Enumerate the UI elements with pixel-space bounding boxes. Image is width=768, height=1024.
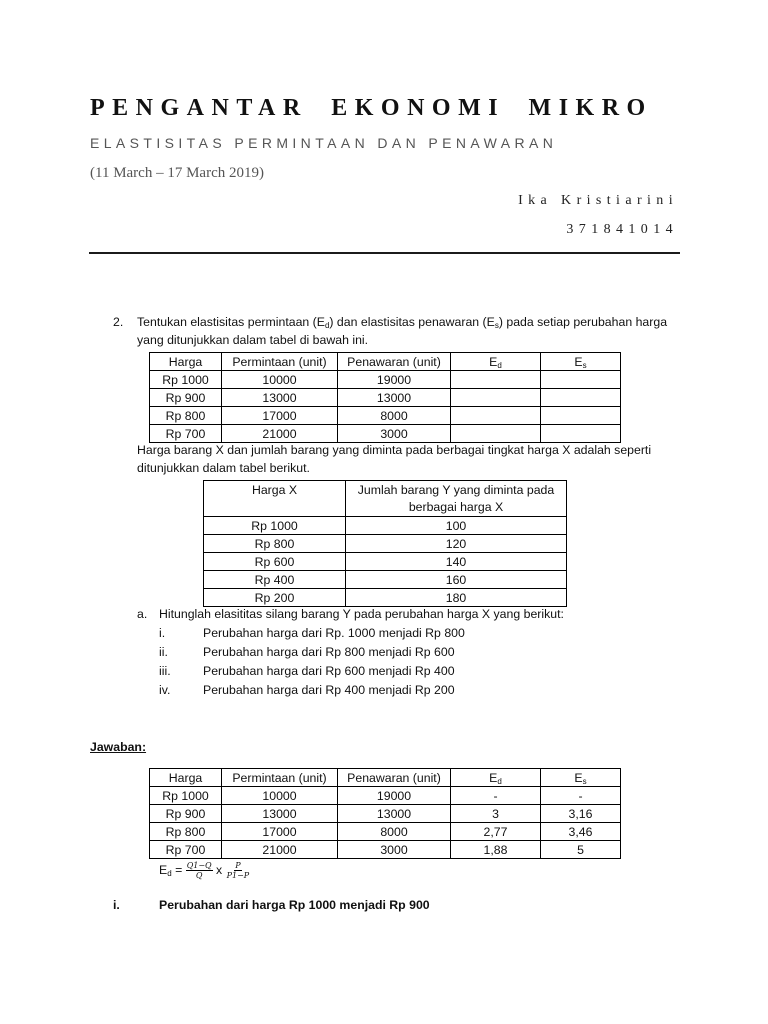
question-text-part: ) pada setiap perubahan harga xyxy=(498,315,668,329)
cell-harga: Rp 900 xyxy=(150,805,222,823)
cell-permintaan: 21000 xyxy=(222,425,338,443)
cell-ed xyxy=(451,407,541,425)
header-penawaran: Penawaran (unit) xyxy=(338,353,451,371)
subscript-s: s xyxy=(494,321,499,330)
cell-penawaran: 8000 xyxy=(338,407,451,425)
header-ed-sub: d xyxy=(497,776,502,786)
table-row xyxy=(204,517,567,535)
cell-penawaran: 3000 xyxy=(338,841,451,859)
table-header-row xyxy=(150,353,621,371)
part-a-label: a. xyxy=(137,607,148,621)
cell-harga-x: Rp 400 xyxy=(204,571,346,589)
list-item-number: iv. xyxy=(159,683,171,697)
cell-es xyxy=(541,425,621,443)
cell-harga-x: Rp 800 xyxy=(204,535,346,553)
table-row xyxy=(150,787,621,805)
cell-permintaan: 10000 xyxy=(222,787,338,805)
subscript-d: d xyxy=(324,321,330,330)
cell-penawaran: 3000 xyxy=(338,425,451,443)
cell-es xyxy=(541,371,621,389)
author-name: Ika Kristiarini xyxy=(518,193,678,208)
cell-jumlah-y: 100 xyxy=(346,517,567,535)
document-subtitle: ELASTISITAS PERMINTAAN DAN PENAWARAN xyxy=(90,135,558,151)
list-item-number: iii. xyxy=(159,664,171,678)
list-item: Perubahan harga dari Rp 400 menjadi Rp 200 xyxy=(203,683,455,697)
table-row xyxy=(150,841,621,859)
header-harga-x: Harga X xyxy=(204,481,346,517)
table-row xyxy=(150,805,621,823)
header-es xyxy=(541,353,621,371)
part-a-text: Hitunglah elasititas silang barang Y pada perubahan harga X yang berikut: xyxy=(159,607,564,621)
table-row xyxy=(204,535,567,553)
question-text-part: Tentukan elastisitas permintaan (E xyxy=(137,315,325,329)
cell-es xyxy=(541,389,621,407)
list-item: Perubahan harga dari Rp 600 menjadi Rp 400 xyxy=(203,664,455,678)
cross-table xyxy=(203,480,567,607)
header-ed-label: E xyxy=(489,770,498,785)
header-ed xyxy=(451,769,541,787)
header-es-sub: s xyxy=(582,776,587,786)
cell-es: 5 xyxy=(541,841,621,859)
header-es xyxy=(541,769,621,787)
cell-jumlah-y: 160 xyxy=(346,571,567,589)
cell-es: 3,16 xyxy=(541,805,621,823)
cell-harga: Rp 1000 xyxy=(150,371,222,389)
fraction-numerator: Q1−Q xyxy=(186,861,212,871)
cell-harga: Rp 800 xyxy=(150,407,222,425)
cell-es xyxy=(541,407,621,425)
cell-permintaan: 21000 xyxy=(222,841,338,859)
list-item-number: i. xyxy=(159,626,166,640)
header-harga: Harga xyxy=(150,353,222,371)
table-row xyxy=(150,425,621,443)
header-divider xyxy=(89,252,680,254)
header-penawaran: Penawaran (unit) xyxy=(338,769,451,787)
cell-jumlah-y: 180 xyxy=(346,589,567,607)
header-ed xyxy=(451,353,541,371)
student-id: 371841014 xyxy=(566,222,678,237)
formula-equals: = xyxy=(175,863,183,877)
cell-permintaan: 10000 xyxy=(222,371,338,389)
cell-permintaan: 17000 xyxy=(222,823,338,841)
question-number: 2. xyxy=(113,315,124,329)
cell-harga-x: Rp 1000 xyxy=(204,517,346,535)
cell-harga: Rp 900 xyxy=(150,389,222,407)
formula-fraction-price xyxy=(226,861,251,880)
cell-ed: 2,77 xyxy=(451,823,541,841)
list-item: Perubahan harga dari Rp 800 menjadi Rp 600 xyxy=(203,645,455,659)
cell-jumlah-y: 120 xyxy=(346,535,567,553)
table-row xyxy=(150,823,621,841)
table-row xyxy=(150,407,621,425)
header-es-label: E xyxy=(574,770,583,785)
price-table xyxy=(149,352,621,443)
cell-penawaran: 19000 xyxy=(338,787,451,805)
list-item: Perubahan harga dari Rp. 1000 menjadi Rp 800 xyxy=(203,626,465,640)
cell-harga-x: Rp 600 xyxy=(204,553,346,571)
cell-harga: Rp 700 xyxy=(150,841,222,859)
question-text-line-2: yang ditunjukkan dalam tabel di bawah ini. xyxy=(137,333,369,347)
cross-text-line-2: ditunjukkan dalam tabel berikut. xyxy=(137,461,310,475)
table-row xyxy=(204,589,567,607)
cell-penawaran: 19000 xyxy=(338,371,451,389)
cell-permintaan: 17000 xyxy=(222,407,338,425)
table-row xyxy=(204,571,567,589)
cell-penawaran: 13000 xyxy=(338,805,451,823)
header-ed-sub: d xyxy=(497,360,502,370)
cell-ed xyxy=(451,389,541,407)
formula-lhs-sub: d xyxy=(167,869,172,878)
table-row xyxy=(150,389,621,407)
list-item-number: ii. xyxy=(159,645,168,659)
date-range: (11 March – 17 March 2019) xyxy=(90,165,264,181)
formula-times: x xyxy=(216,863,223,877)
table-row xyxy=(150,371,621,389)
cell-harga: Rp 1000 xyxy=(150,787,222,805)
cell-permintaan: 13000 xyxy=(222,389,338,407)
cell-es: 3,46 xyxy=(541,823,621,841)
formula-lhs: E xyxy=(159,863,168,877)
header-es-sub: s xyxy=(582,360,587,370)
fraction-denominator: Q xyxy=(195,871,203,881)
header-permintaan: Permintaan (unit) xyxy=(222,769,338,787)
header-harga: Harga xyxy=(150,769,222,787)
cross-text-line-1: Harga barang X dan jumlah barang yang diminta pada berbagai tingkat harga X adalah seperti xyxy=(137,443,652,457)
header-jumlah-y: Jumlah barang Y yang diminta pada berbagai harga X xyxy=(346,481,567,517)
question-text-part: ) dan elastisitas penawaran (E xyxy=(329,315,495,329)
cell-penawaran: 13000 xyxy=(338,389,451,407)
cell-ed: - xyxy=(451,787,541,805)
cell-harga: Rp 800 xyxy=(150,823,222,841)
formula-fraction-quantity xyxy=(186,861,213,880)
table-row xyxy=(204,553,567,571)
elasticity-formula xyxy=(159,858,250,882)
header-es-label: E xyxy=(574,354,583,369)
cell-ed xyxy=(451,425,541,443)
cell-harga: Rp 700 xyxy=(150,425,222,443)
fraction-numerator: P xyxy=(235,861,241,871)
cell-permintaan: 13000 xyxy=(222,805,338,823)
fraction-denominator: P1−P xyxy=(226,871,250,881)
cell-ed xyxy=(451,371,541,389)
cell-es: - xyxy=(541,787,621,805)
step-text: Perubahan dari harga Rp 1000 menjadi Rp 900 xyxy=(159,898,430,912)
answer-heading: Jawaban: xyxy=(90,740,147,754)
table-header-row xyxy=(204,481,567,517)
step-number: i. xyxy=(113,898,120,912)
cell-ed: 1,88 xyxy=(451,841,541,859)
answer-table xyxy=(149,768,621,859)
cell-ed: 3 xyxy=(451,805,541,823)
document-title: PENGANTAR EKONOMI MIKRO xyxy=(90,95,653,121)
header-permintaan: Permintaan (unit) xyxy=(222,353,338,371)
cell-jumlah-y: 140 xyxy=(346,553,567,571)
cell-penawaran: 8000 xyxy=(338,823,451,841)
question-text-line-1 xyxy=(137,313,667,331)
table-header-row xyxy=(150,769,621,787)
header-ed-label: E xyxy=(489,354,498,369)
cell-harga-x: Rp 200 xyxy=(204,589,346,607)
